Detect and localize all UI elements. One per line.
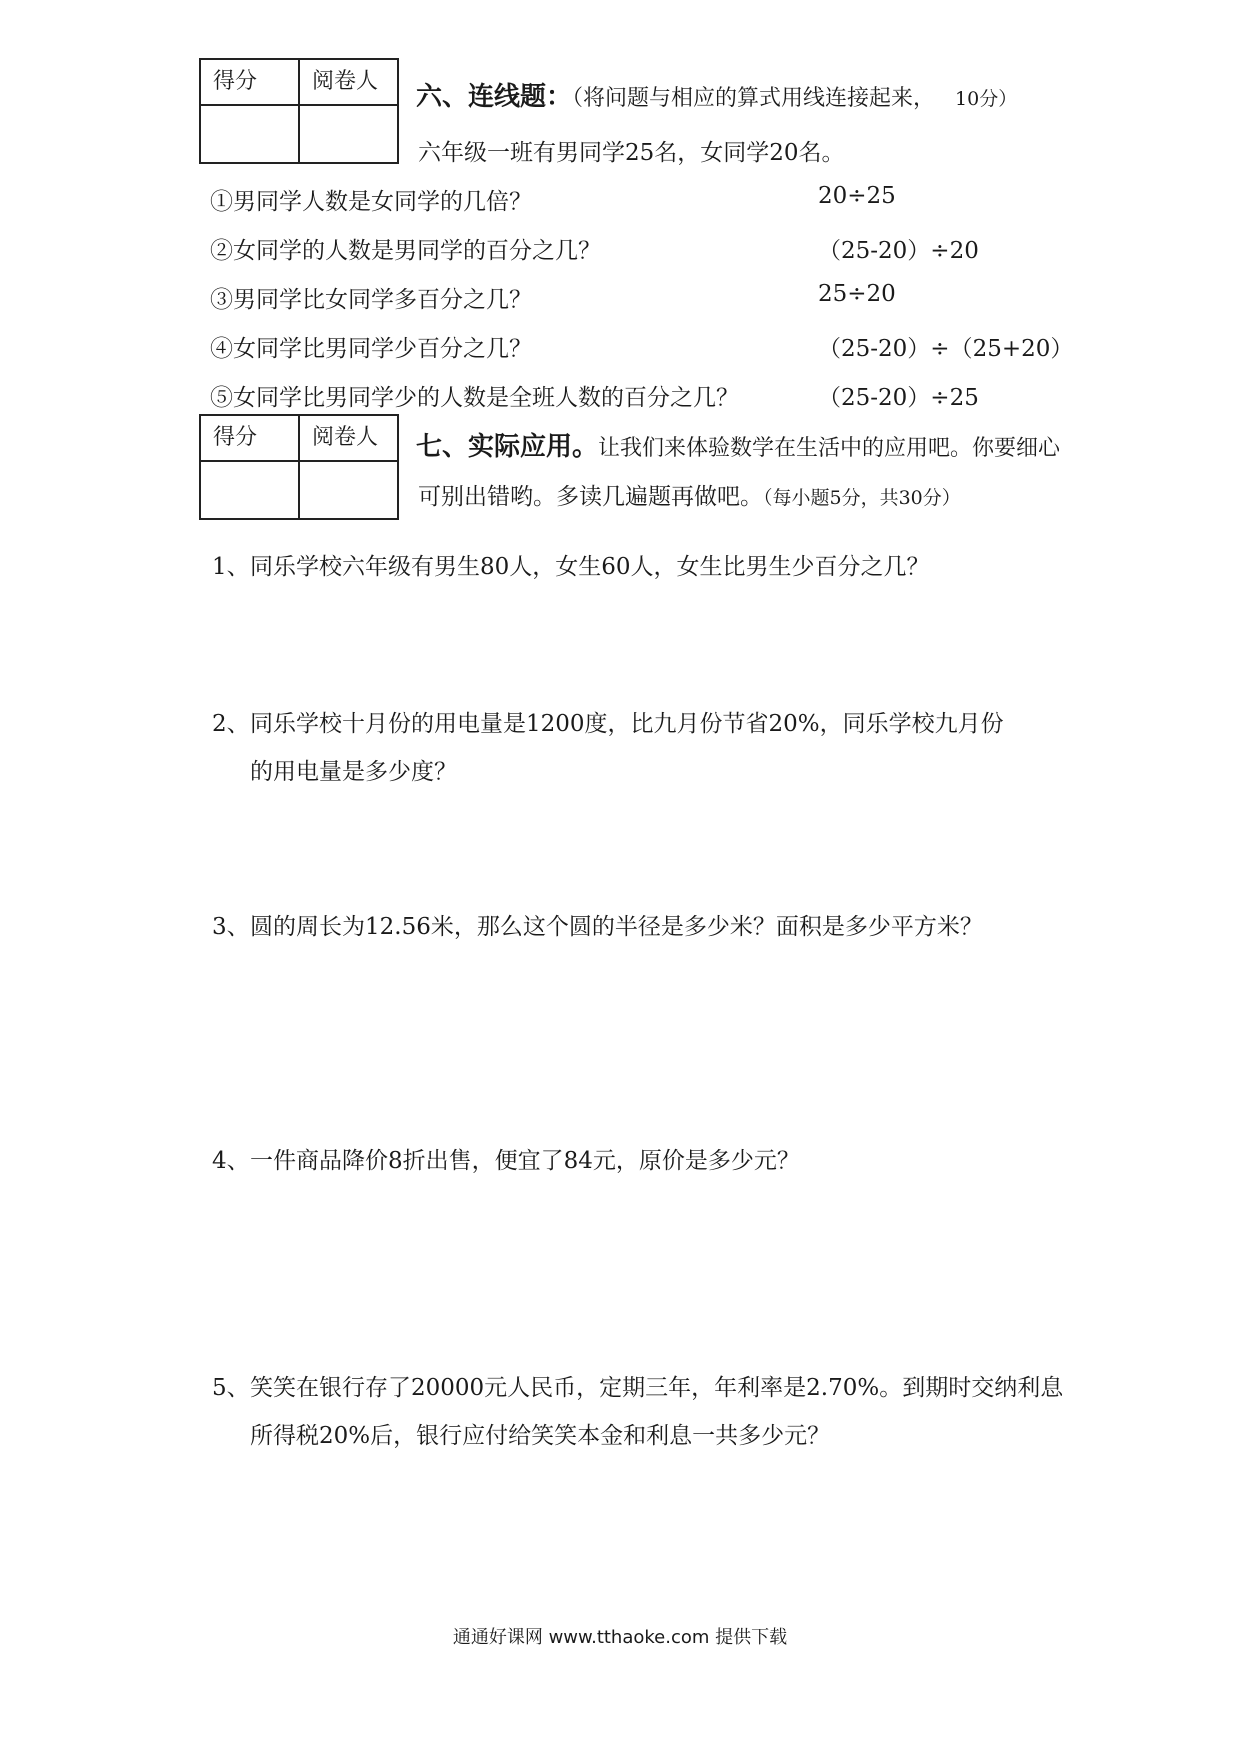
problem-5: [212, 1364, 1132, 1460]
section7-intro-line2-wrap: [418, 478, 961, 511]
match-question-5: ⑤女同学比男同学少的人数是全班人数的百分之几？: [210, 385, 739, 411]
grader-cell[interactable]: [299, 461, 398, 519]
problem-text: 笑笑在银行存了20000元人民币，定期三年，年利率是2.70%。到期时交纳利息: [250, 1375, 1064, 1401]
section7-intro-line2: 可别出错哟。多读几遍题再做吧。: [418, 484, 763, 510]
match-expression-1: 20÷25: [818, 183, 896, 209]
footer-credit: 通通好课网 www.tthaoke.com 提供下载: [452, 1627, 788, 1648]
match-question-2: ②女同学的人数是男同学的百分之几？: [210, 238, 601, 264]
grader-label: 阅卷人: [299, 59, 398, 105]
section6-score-table: [199, 58, 399, 164]
score-cell[interactable]: [200, 461, 299, 519]
problem-4: [212, 1137, 1132, 1185]
match-expression-5: （25-20）÷25: [818, 385, 979, 411]
problem-number: 1、: [212, 554, 250, 580]
score-label: 得分: [200, 59, 299, 105]
problem-text: 同乐学校十月份的用电量是1200度，比九月份节省20%，同乐学校九月份: [250, 711, 1004, 737]
problem-number: 2、: [212, 711, 250, 737]
score-cell[interactable]: [200, 105, 299, 163]
grader-cell[interactable]: [299, 105, 398, 163]
section7-points: （每小题5分，共30分）: [763, 487, 961, 509]
section6-instruction: （将问题与相应的算式用线连接起来，: [572, 86, 936, 111]
section7-intro-line1: 让我们来体验数学在生活中的应用吧。你要细心: [598, 436, 1061, 461]
match-expression-4: （25-20）÷（25+20）: [818, 336, 1074, 362]
match-expression-2: （25-20）÷20: [818, 238, 979, 264]
section6-intro: 六年级一班有男同学25名，女同学20名。: [418, 140, 845, 166]
section6-points: 10分）: [955, 88, 1018, 110]
problem-3: [212, 903, 1132, 951]
section7-score-table: [199, 414, 399, 520]
problem-text: 同乐学校六年级有男生80人，女生60人，女生比男生少百分之几？: [250, 554, 930, 580]
match-question-4: ④女同学比男同学少百分之几？: [210, 336, 532, 362]
problem-text: 圆的周长为12.56米，那么这个圆的半径是多少米？面积是多少平方米？: [250, 914, 983, 940]
section7-heading: [416, 426, 1060, 463]
problem-number: 3、: [212, 914, 250, 940]
problem-text-continued: 所得税20%后，银行应付给笑笑本金和利息一共多少元？: [250, 1423, 831, 1449]
problem-2: [212, 700, 1132, 796]
match-question-3: ③男同学比女同学多百分之几？: [210, 287, 532, 313]
section6-title: 六、连线题：: [416, 82, 573, 112]
problem-number: 5、: [212, 1375, 250, 1401]
match-question-1: ①男同学人数是女同学的几倍？: [210, 189, 532, 215]
problem-number: 4、: [212, 1148, 250, 1174]
match-expression-3: 25÷20: [818, 281, 896, 307]
problem-text: 一件商品降价8折出售，便宜了84元，原价是多少元？: [250, 1148, 800, 1174]
problem-1: [212, 543, 1132, 591]
grader-label: 阅卷人: [299, 415, 398, 461]
section6-heading: [416, 76, 1017, 113]
section7-title: 七、实际应用。: [416, 432, 599, 462]
problem-text-continued: 的用电量是多少度？: [250, 759, 457, 785]
score-label: 得分: [200, 415, 299, 461]
